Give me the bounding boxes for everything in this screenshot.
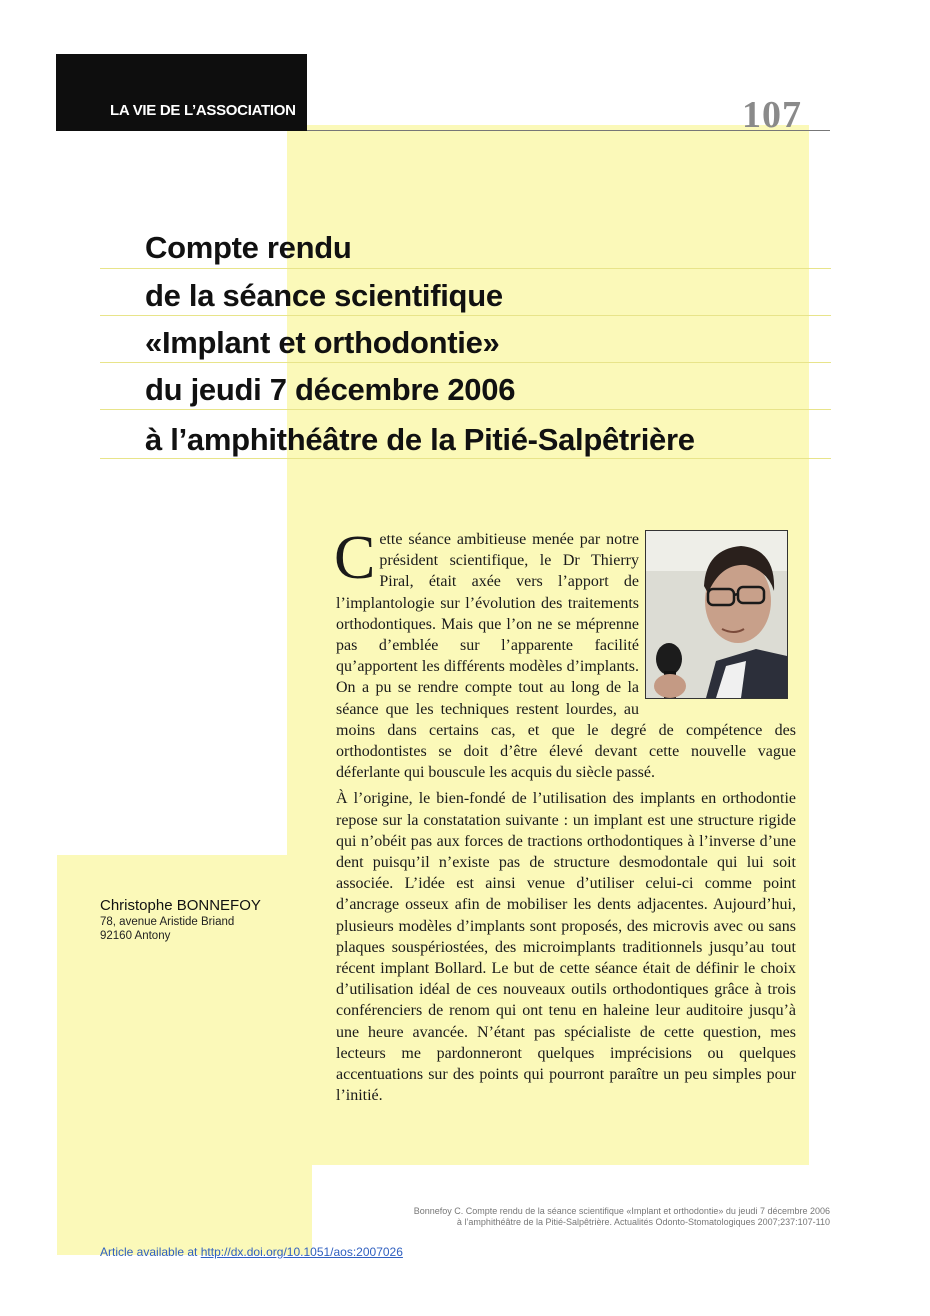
citation-line: Bonnefoy C. Compte rendu de la séance scientifique «Implant et orthodontie» du jeudi 7 décembre 2006	[413, 1206, 830, 1216]
title-rule	[100, 268, 831, 269]
section-tab	[56, 54, 307, 131]
author-name: Christophe BONNEFOY	[100, 897, 261, 914]
body-paragraph	[334, 524, 796, 783]
body-paragraph: À l’origine, le bien-fondé de l’utilisation des implants en orthodontie repose sur la constatation suivante : un implant est une structure rigide qui n’obéit pas aux forces de tractions orthodontiques à l’inverse d’une dent puisqu’il n’existe pas de structure desmodontale qui lui soit associée. L’idée est ainsi venue d’utiliser celui-ci comme point d’ancrage osseux afin de mobiliser les dents adjacentes. Aujourd’hui, plusieurs modèles d’implants sont proposés, des microvis avec ou sans plaques souspériostées, des microimplants traditionnels jusqu’au tout récent implant Bollard. Le but de cette séance était de définir le choix d’utilisation idéal de ces nouveaux outils orthodontiques grâce à trois conférenciers de renom qui ont tenu en haleine leur auditoire jusqu’à une heure avancée. N’étant pas spécialiste de cette question, mes lecteurs me pardonneront quelques imprécisions ou quelques accentuations sur des points qui pourront paraître un peu simples pour l’initié.	[336, 790, 796, 1105]
citation-line: à l’amphithéâtre de la Pitié-Salpêtrière. Actualités Odonto-Stomatologiques 2007;237:107-110	[456, 1217, 830, 1227]
availability-prefix: Article available at	[100, 1245, 198, 1259]
availability-note	[100, 1245, 403, 1259]
article-body	[334, 524, 796, 1111]
title-rule	[100, 409, 831, 410]
section-label: LA VIE DE L’ASSOCIATION	[110, 102, 296, 119]
author-address-line: 92160 Antony	[100, 930, 171, 942]
title-line: de la séance scientifique	[145, 278, 503, 313]
page-number: 107	[742, 94, 802, 136]
title-line: du jeudi 7 décembre 2006	[145, 372, 516, 407]
title-line: «Implant et orthodontie»	[145, 325, 500, 360]
title-line: Compte rendu	[145, 230, 352, 265]
title-line: à l’amphithéâtre de la Pitié-Salpêtrière	[145, 422, 695, 457]
title-rule	[100, 458, 831, 459]
doi-link[interactable]: http://dx.doi.org/10.1051/aos:2007026	[200, 1245, 403, 1259]
photo-wrap-spacer	[639, 529, 796, 713]
background-panel-author	[57, 855, 312, 1255]
author-address-line: 78, avenue Aristide Briand	[100, 916, 235, 928]
title-rule	[100, 315, 831, 316]
paragraph-text: ette séance ambitieuse menée par notre président scientifique, le Dr Thierry Piral, était axée vers l’apport de l’implantologie sur l’évolution des traitements orthodontiques. Mais que l’on ne se méprenne pas d’emblée sur l’apparente facilité qu’apportent les différents modèles d’implants. On a pu se rendre compte tout au long de la séance que les techniques restent lourdes, au moins dans certains cas, et que le degré de compétence des orthodontistes se doit d’être élevé devant cette nouvelle vague déferlante qui bouscule les acquis du siècle passé.	[336, 531, 796, 782]
title-rule	[100, 362, 831, 363]
drop-cap: C	[334, 524, 376, 592]
